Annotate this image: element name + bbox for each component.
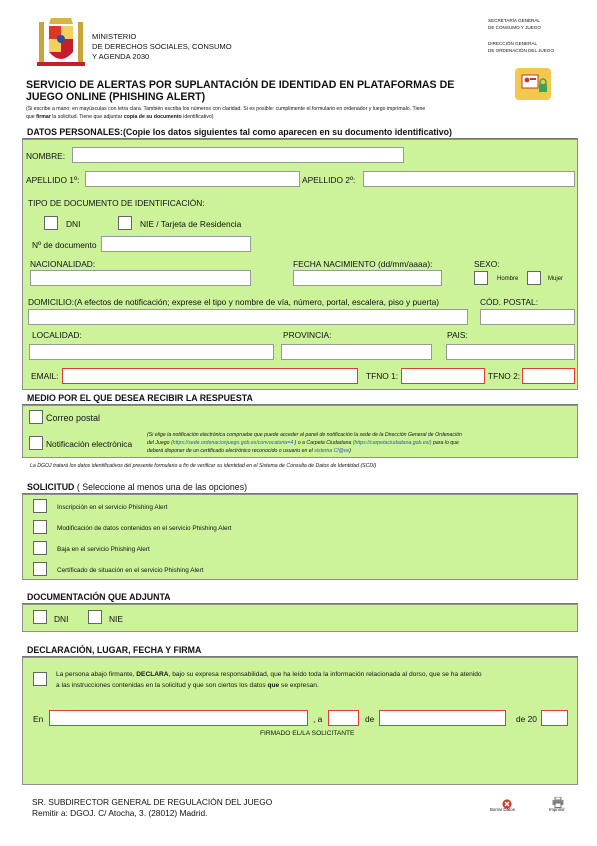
mes-field[interactable]	[379, 710, 506, 726]
certificado-label: Certificado de situación en el servicio Phishing Alert	[57, 567, 204, 574]
apellido2-label: APELLIDO 2º:	[302, 175, 356, 185]
certificado-checkbox[interactable]	[33, 562, 47, 576]
apellido1-field[interactable]	[85, 171, 300, 187]
sede-link[interactable]: (https://sede.ordenacionjuego.gob.es/convocatoria=4	[170, 440, 294, 446]
secretaria-general: SECRETARÍA GENERAL DE CONSUMO Y JUEGO	[488, 18, 541, 30]
sexo-label: SEXO:	[474, 259, 500, 269]
correo-postal-checkbox[interactable]	[29, 410, 43, 424]
notificacion-note-line-2: del Juego (https://sede.ordenacionjuego.gob.es/convocatoria=4 ) o a Carpeta Ciudadana (https://carpetaciudadana.gob.es/) para lo que	[147, 440, 459, 446]
fecha-nacimiento-field[interactable]	[293, 270, 442, 286]
dia-field[interactable]	[328, 710, 359, 726]
borrar-datos-button[interactable]	[490, 792, 524, 816]
direccion-general: DIRECCIÓN GENERAL DE ORDENACIÓN DEL JUEGO	[488, 41, 554, 53]
ministry-line-1: MINISTERIO	[92, 32, 137, 41]
documentacion-nie-label: NIE	[109, 614, 123, 624]
lugar-field[interactable]	[49, 710, 308, 726]
lugar-en-label: En	[33, 714, 44, 724]
email-field[interactable]	[62, 368, 358, 384]
baja-label: Baja en el servicio Phishing Alert	[57, 546, 150, 553]
nie-checkbox[interactable]	[118, 216, 132, 230]
form-title-line-1: SERVICIO DE ALERTAS POR SUPLANTACIÓN DE IDENTIDAD EN PLATAFORMAS DE	[26, 79, 455, 91]
dni-label: DNI	[66, 219, 81, 229]
dgoj-scdi-note: La DGOJ tratará los datos identificativos del presente formulario a fin de verificar su identidad en el Sistema de Consulta de Datos de Identidad (SCDI)	[30, 463, 377, 469]
telefono1-field[interactable]	[401, 368, 485, 384]
localidad-label: LOCALIDAD:	[32, 330, 82, 340]
imprimir-button[interactable]	[545, 792, 571, 816]
localidad-field[interactable]	[29, 344, 274, 360]
modificacion-label: Modificación de datos contenidos en el servicio Phishing Alert	[57, 525, 232, 532]
ministry-line-2: DE DERECHOS SOCIALES, CONSUMO	[92, 42, 232, 51]
numero-documento-field[interactable]	[101, 236, 251, 252]
nombre-field[interactable]	[72, 147, 404, 163]
apellido2-field[interactable]	[363, 171, 575, 187]
provincia-field[interactable]	[281, 344, 432, 360]
fecha-de-label: de	[365, 714, 375, 724]
footer-direccion: Remitir a: DGOJ. C/ Atocha, 3. (28012) Madrid.	[32, 808, 208, 818]
tipo-documento-label: TIPO DE DOCUMENTO DE IDENTIFICACIÓN:	[28, 198, 205, 208]
footer-destinatario: SR. SUBDIRECTOR GENERAL DE REGULACIÓN DEL JUEGO	[32, 797, 273, 807]
domicilio-label: DOMICILIO:(A efectos de notificación; exprese el tipo y nombre de vía, número, portal, escalera, piso y puerta)	[28, 297, 440, 307]
notificacion-electronica-checkbox[interactable]	[29, 436, 43, 450]
nie-label: NIE / Tarjeta de Residencia	[140, 219, 242, 229]
medio-respuesta-title: MEDIO POR EL QUE DESEA RECIBIR LA RESPUESTA	[27, 393, 253, 403]
declaracion-title: DECLARACIÓN, LUGAR, FECHA Y FIRMA	[27, 645, 202, 655]
dni-checkbox[interactable]	[44, 216, 58, 230]
ministry-line-3: Y AGENDA 2030	[92, 52, 150, 61]
firmado-label: FIRMADO EL/LA SOLICITANTE	[260, 730, 355, 737]
imprimir-label: Imprimir	[549, 807, 565, 812]
hombre-checkbox[interactable]	[474, 271, 488, 285]
fecha-a-label: , a	[313, 714, 323, 724]
notificacion-note-line-3: deberá disponer de un certificado electrónico reconocido o usuario en el sistema Cl@ve)	[147, 448, 351, 454]
borrar-datos-label: Borrar Datos	[490, 807, 515, 812]
pais-label: PAIS:	[447, 330, 468, 340]
mujer-checkbox[interactable]	[527, 271, 541, 285]
codigo-postal-label: CÓD. POSTAL:	[480, 297, 539, 307]
ministry-name	[92, 32, 232, 62]
delete-icon	[502, 796, 512, 806]
hombre-label: Hombre	[497, 276, 519, 282]
spain-coat-of-arms-logo	[35, 14, 87, 74]
declaracion-text-line-2: a las instrucciones contenidas en la solicitud y que son ciertos los datos que se expresan.	[56, 682, 319, 689]
documentacion-dni-label: DNI	[54, 614, 69, 624]
documentacion-nie-checkbox[interactable]	[88, 610, 102, 624]
fecha-de20-label: de 20	[516, 714, 537, 724]
personal-data-title: DATOS PERSONALES:(Copie los datos siguientes tal como aparecen en su documento identificativo)	[27, 127, 452, 137]
pais-field[interactable]	[446, 344, 575, 360]
notificacion-electronica-label: Notificación electrónica	[46, 439, 133, 449]
documentacion-dni-checkbox[interactable]	[33, 610, 47, 624]
notificacion-note-line-1: (Si elige la notificación electrónica compruebe que puede acceder al panel de notificación la sede de la Dirección General de Ordenación	[147, 432, 462, 438]
carpeta-ciudadana-link[interactable]: (https://carpetaciudadana.gob.es/)	[352, 440, 432, 446]
declaracion-checkbox[interactable]	[33, 672, 47, 686]
form-title-line-2: JUEGO ONLINE (PHISHING ALERT)	[26, 91, 206, 103]
phishing-alert-logo	[515, 68, 551, 100]
inscripcion-checkbox[interactable]	[33, 499, 47, 513]
solicitud-title: SOLICITUD ( Seleccione al menos una de las opciones)	[27, 482, 248, 492]
telefono1-label: TFNO 1:	[366, 371, 399, 381]
email-label: EMAIL:	[31, 371, 59, 381]
nacionalidad-field[interactable]	[30, 270, 251, 286]
nombre-label: NOMBRE:	[26, 151, 66, 161]
domicilio-field[interactable]	[28, 309, 468, 325]
telefono2-label: TFNO 2:	[488, 371, 521, 381]
printer-icon	[552, 795, 564, 806]
provincia-label: PROVINCIA:	[283, 330, 332, 340]
nacionalidad-label: NACIONALIDAD:	[30, 259, 96, 269]
modificacion-checkbox[interactable]	[33, 520, 47, 534]
anio-field[interactable]	[541, 710, 568, 726]
numero-documento-label: Nº de documento	[32, 240, 97, 250]
instructions-line-1: (Si escribe a mano: en mayúsculas con letra clara. También escriba los números con claridad. Si es posible: cumplimente el formulario en ordenador y luego imprímalo. Tiene	[26, 106, 426, 112]
apellido1-label: APELLIDO 1º:	[26, 175, 80, 185]
mujer-label: Mujer	[548, 276, 564, 282]
telefono2-field[interactable]	[522, 368, 575, 384]
codigo-postal-field[interactable]	[480, 309, 575, 325]
instructions-line-2: que firmar la solicitud. Tiene que adjuntar copia de su documento identificativo)	[26, 114, 214, 120]
fecha-nacimiento-label: FECHA NACIMIENTO (dd/mm/aaaa):	[293, 259, 433, 269]
correo-postal-label: Correo postal	[46, 413, 101, 423]
inscripcion-label: Inscripción en el servicio Phishing Alert	[57, 504, 168, 511]
clave-link[interactable]: sistema Cl@ve	[314, 448, 350, 454]
baja-checkbox[interactable]	[33, 541, 47, 555]
documentacion-section	[22, 604, 578, 632]
declaracion-text-line-1: La persona abajo firmante, DECLARA, bajo su expresa responsabilidad, que ha leído toda la información relacionada al dorso, que se ha atenido	[56, 671, 482, 678]
documentacion-title: DOCUMENTACIÓN QUE ADJUNTA	[27, 592, 171, 602]
